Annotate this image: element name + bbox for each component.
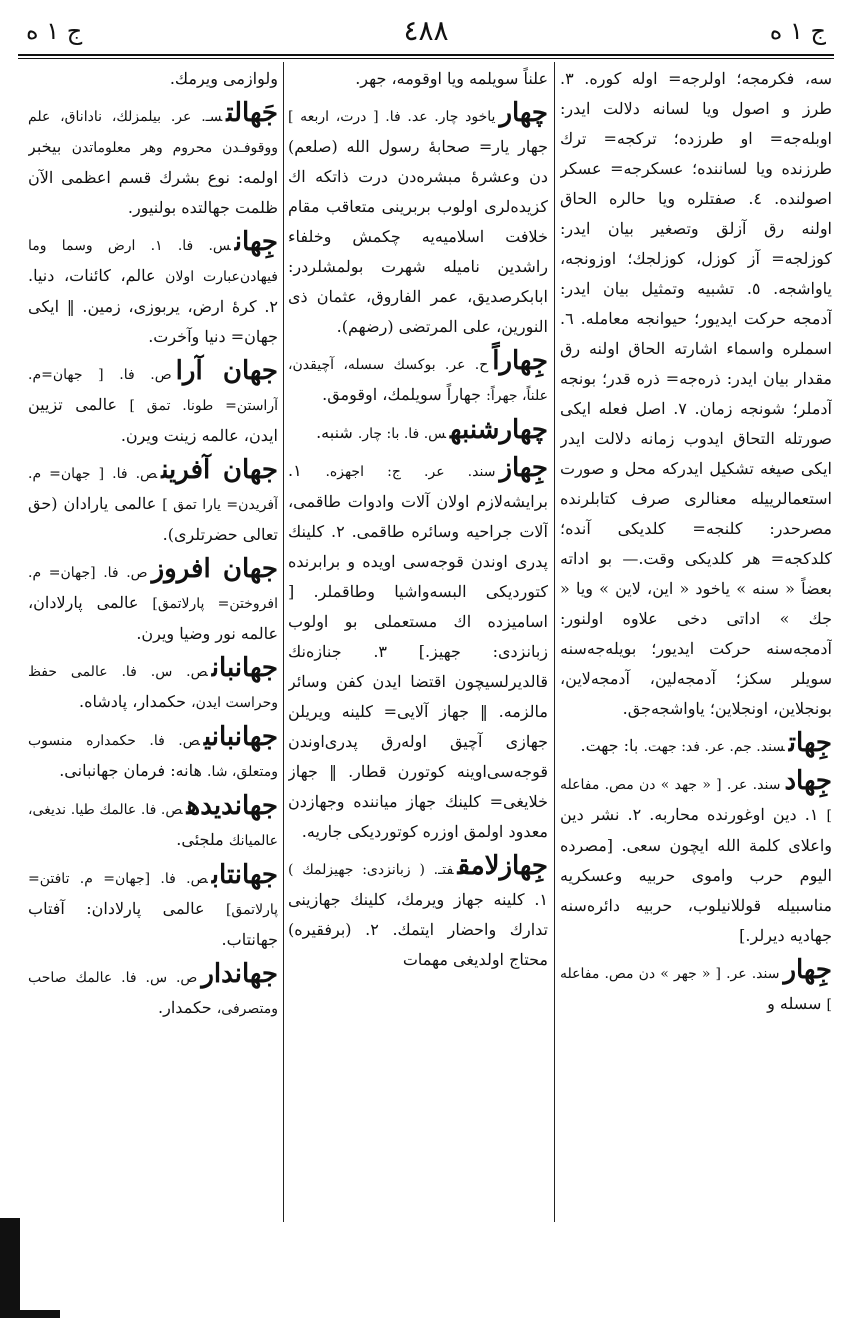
entry-definition: سه، فکرمجه؛ اولرجه= اوله کوره. ٣. طرز و اصول ویا لسانه دلالت ایدر: اوبلەجه= او طرزده؛ ترکجه= ترك طرزنده ویا لساننده؛ عسکرجه= عسکر اصولنده. ٤. صفتلره ویا حالره الحاق اولنه رق آزلق وتصغیر بیان ایدر: کوزلجه= آز کوزل، کوزلجك؛ اوزونجه، یاواشجه. ٥. تشبیه وتمثیل بیان ایدر: آدمجه حرکت ایدیور؛ حیوانجه معامله. ٦. اسملره واسماء اشارته الحاق اولنه رق مقدار بیان ایدر: ذره‌جه= ذره قدر؛ بونجه آدملر؛ شونجه زمان. ٧. اصل فعله ایکی صورتله التحاق ایدوب زمانه دلالت ایدر ایکی صیغه تشکیل ایدرکه محل و صورت استعمالرییله معنالری صرف کتابلرنده مصرحدر: کلنجه= کلدیکی آنده؛ کلدکجه= هر کلدیکی وقت.— بو اداته بعضاً « سنه » یاخود « این، لاین » ویا « جك » اداتی دخی علاوه اولنور: آدمجه‌سنه حرکت ایدیور؛ بویله‌جه‌سنه سویلر سکز؛ آدمجه‌لین، آدمجه‌لاین، بونجلاین، اونجلاین؛ یاواشجه‌جق. xyxy=(560,69,832,718)
dictionary-entry xyxy=(28,453,278,550)
entry-definition: عالمی یارادان (حق تعالی حضرتلری). xyxy=(28,494,278,544)
dictionary-entry xyxy=(28,789,278,856)
entry-definition: ١. برایشه‌لازم اولان آلات وادوات طاقمی، آلات جراحیه وسائره طاقمی. ٢. کلینك پدری اوندن قوجه‌سی اویده و برابرنده کتوردیکی البسه‌واشیا وطاقملر. [ اسامیزده اك مستعملی بو اولوب زبانزدی: جهیز.] ٣. جنازه‌نك قالدیرلسیچون اقتضا ایدن کفن وسائر مالزمه. ‖ جهاز آلایی= کلینه ویریلن جهازی آچیق اوله‌رق پدری‌اوندن قوجه‌سی‌اوینه کوتورن قطار. ‖ جهاز خلایغی= کلینك جهاز میاننده وجهازدن معدود اولمق اوزره کوتوردیکی جاریه. xyxy=(288,461,548,841)
entry-headword: جهان آرا xyxy=(175,356,278,386)
dictionary-entry xyxy=(560,764,832,951)
dictionary-entry xyxy=(288,96,548,342)
entry-definition: سسله و xyxy=(767,994,822,1013)
entry-grammar: ص. س. فا. عالمك صاحب ومتصرفی، xyxy=(28,970,278,1017)
dictionary-entry xyxy=(28,858,278,955)
entry-grammar: سند. عر. [ « جهر » دن مص. مفاعله ] xyxy=(560,966,832,1013)
entry-grammar: س. فا. ١. ارض وسما وما فیهادن‌عبارت اولان xyxy=(28,238,278,285)
entry-headword: چهارشنبه xyxy=(450,415,548,445)
entry-grammar: ص. فا. [ جهان=م. آراستن= طونا. تمق ] xyxy=(28,367,278,414)
entry-grammar: ص. فا. [جهان= م. افروختن= پارلاتمق] xyxy=(28,565,278,612)
dictionary-entry xyxy=(288,849,548,975)
dictionary-entry xyxy=(28,96,278,223)
column-divider-left xyxy=(283,62,284,1222)
entry-grammar: س. فا. با: چار. xyxy=(357,426,446,442)
entry-headword: جِهازلامق xyxy=(457,851,548,881)
entry-headword: جهان افروز xyxy=(151,554,278,584)
page-corner-mark xyxy=(0,1218,20,1318)
entry-headword: جِهان xyxy=(234,227,278,257)
entry-definition: عالمی پارلادان، عالمه نور وضیا ویرن. xyxy=(28,593,278,643)
entry-grammar: ص. فا. [ جهان= م. آفریدن= یارا تمق ] xyxy=(28,466,278,513)
dictionary-entry xyxy=(28,651,278,718)
entry-headword: جِهاز xyxy=(499,453,548,483)
running-head-left: ج ١ ه xyxy=(26,17,83,45)
entry-definition: جهار یار= صحابهٔ رسول الله (صلعم) دن وعشرهٔ مبشره‌دن درت ذاتکه اك کزیده‌لری اولوب بربرینی متعاقب مقام خلافت اسلامیه‌یه چکمش وخلفاء راشدین نامیله شهرت بولمشلردر: ابابکرصدیق، عمر الفاروق، عثمان ذی النورین، علی المرتضی (رضهم). xyxy=(288,137,548,336)
entry-headword: چهار xyxy=(499,98,548,128)
dictionary-entry xyxy=(28,957,278,1024)
dictionary-entry xyxy=(288,64,548,94)
dictionary-entry xyxy=(560,953,832,1020)
dictionary-entry xyxy=(288,413,548,449)
entry-grammar: ص. فا. حکمداره منسوب ومتعلق، شا. xyxy=(28,733,278,780)
entry-headword: جَهالت xyxy=(226,98,278,128)
entry-headword: جهان آفرین xyxy=(161,455,278,485)
entry-definition: ولوازمی ویرمك. xyxy=(169,69,278,88)
dictionary-entry xyxy=(28,225,278,352)
dictionary-entry xyxy=(288,344,548,411)
entry-definition: عالم، کائنات، دنیا. ٢. کرهٔ ارض، یربوزی، زمین. ‖ ایکی جهان= دنیا وآخرت. xyxy=(28,266,278,346)
dictionary-entry xyxy=(28,720,278,787)
entry-definition: حکمدار. xyxy=(158,998,212,1017)
entry-definition: عالمی تزیین ایدن، عالمه زینت ویرن. xyxy=(28,395,278,445)
running-head-right: ج ١ ه xyxy=(769,17,826,45)
header-rule-thin xyxy=(18,58,834,59)
dictionary-entry xyxy=(288,451,548,847)
entry-headword: جهانتاب xyxy=(211,860,278,890)
entry-grammar: سند. جم. عر. فد: جهت. xyxy=(643,739,785,755)
entry-grammar: سند. عر. [ « جهد » دن مص. مفاعله ] xyxy=(560,777,832,824)
entry-definition: حکمدار، پادشاه. xyxy=(79,692,186,711)
page-number: ٤٨٨ xyxy=(403,14,449,47)
entry-definition: ملجئی. xyxy=(176,830,224,849)
column-middle xyxy=(288,64,548,1222)
entry-headword: جِهاد xyxy=(784,766,832,796)
entry-definition: بیخبر اولمه: نوع بشرك قسم اعظمی الآن ظلمت جهالتده بولنیور. xyxy=(28,137,278,217)
entry-grammar: ص. فا. [جهان= م. تافتن= پارلاتمق] xyxy=(28,871,278,918)
entry-headword: جهانبان xyxy=(211,653,278,683)
entry-headword: جِهاراً xyxy=(492,346,548,376)
dictionary-entry xyxy=(28,64,278,94)
entry-grammar: ص. فا. عالمك طیا. ندیغی، عالمیانك xyxy=(28,802,278,849)
header-rule xyxy=(18,54,834,56)
dictionary-entry xyxy=(560,64,832,724)
entry-definition: با: جهت. xyxy=(580,736,639,755)
entry-grammar: ص. س. فا. عالمی حفظ وحراست ایدن، xyxy=(28,664,278,711)
entry-headword: جِهار xyxy=(783,955,832,985)
entry-grammar: سند. عر. ج: اجهزه. xyxy=(325,464,496,480)
entry-headword: جهانبانی xyxy=(203,722,278,752)
entry-definition: ١. کلینه جهاز ویرمك، کلینك جهازینی تدارك واحضار ایتمك. ٢. (برفقیره) محتاج اولدیغی مهمات xyxy=(288,890,548,969)
entry-grammar: ح. عر. بوکسك سسله، آچیقدن، علناً، جهراً: xyxy=(288,357,548,404)
dictionary-entry xyxy=(28,552,278,649)
entry-definition: ١. دین اوغورنده محاربه. ٢. نشر دین واعلای کلمة الله ایچون سعی. [مصرده الیوم حرب واموی حربیه وعسکریه مناسبیله قوللانیلوب، حربیه دائره‌سنه جهادیه دیرلر.] xyxy=(560,805,832,945)
column-divider-right xyxy=(554,62,555,1222)
entry-grammar: سـ. عر. بیلمزلك، ناداناق، علم ووقوفـدن محروم وهر معلوماتدن xyxy=(28,109,278,156)
entry-definition: جهاراً سویلمك، اوقومق. xyxy=(322,385,482,404)
column-right xyxy=(560,64,832,1222)
entry-grammar: یاخود چار. عد. فا. [ درت، اربعه ] xyxy=(288,109,496,125)
entry-headword: جهاندیده xyxy=(186,791,278,821)
entry-definition: هانه: فرمان جهانبانی. xyxy=(59,761,202,780)
page-header xyxy=(18,12,834,52)
entry-headword: جهاندار xyxy=(201,959,278,989)
entry-grammar: فتـ. ( زبانزدی: جهیزلمك ) xyxy=(288,862,454,878)
dictionary-entry xyxy=(560,726,832,762)
entry-headword: جِهات xyxy=(788,728,832,758)
dictionary-entry xyxy=(28,354,278,451)
column-left xyxy=(28,64,278,1222)
entry-definition: علناً سویلمه ویا اوقومه، جهر. xyxy=(355,69,548,88)
entry-definition: شنبه. xyxy=(316,423,353,442)
entry-definition: عالمی پارلادان: آفتاب جهانتاب. xyxy=(28,899,278,949)
page-corner-mark-base xyxy=(0,1310,60,1318)
